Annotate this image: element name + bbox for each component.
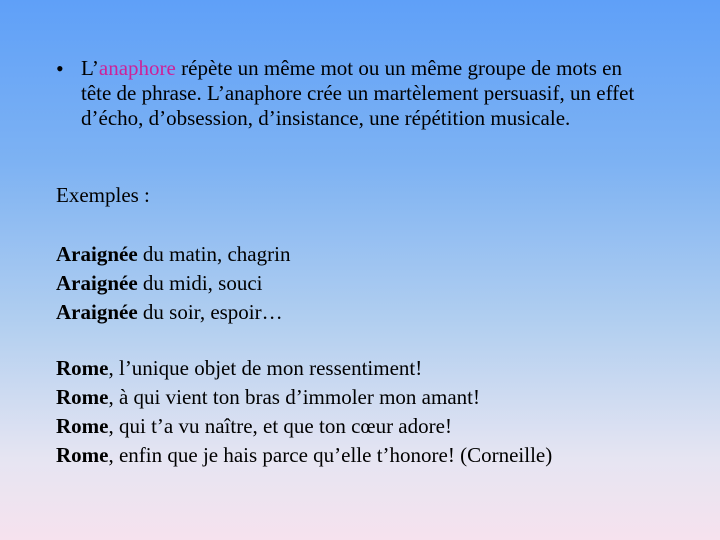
example-line: [56, 298, 290, 327]
example-line: [56, 441, 552, 470]
example-line-rest: , enfin que je hais parce qu’elle t’honore! (Corneille): [108, 443, 553, 467]
example-line: [56, 269, 290, 298]
example-line-rest: du midi, souci: [137, 271, 263, 295]
example-line-bold: Araignée: [56, 300, 138, 324]
example-group-araignee: [56, 240, 290, 327]
example-line-rest: , à qui vient ton bras d’immoler mon amant!: [108, 385, 480, 409]
example-line-rest: , l’unique objet de mon ressentiment!: [108, 356, 423, 380]
example-line: [56, 412, 552, 441]
highlight-term: anaphore: [98, 56, 176, 80]
definition-rest: répète un même mot ou un même groupe de mots en tête de phrase. L’anaphore crée un martèlement persuasif, un effet d’écho, d’obsession, d’insistance, une répétition musicale.: [81, 56, 635, 130]
example-line-bold: Rome: [56, 443, 109, 467]
definition-prefix: L’: [81, 56, 99, 80]
example-group-rome: [56, 354, 552, 470]
example-line-rest: , qui t’a vu naître, et que ton cœur adore!: [108, 414, 452, 438]
example-line: [56, 240, 290, 269]
definition-text: [81, 56, 656, 131]
example-line-rest: du soir, espoir…: [137, 300, 283, 324]
example-line-bold: Araignée: [56, 242, 138, 266]
examples-label: Exemples :: [56, 183, 150, 207]
example-line-bold: Araignée: [56, 271, 138, 295]
example-line-bold: Rome: [56, 414, 109, 438]
example-line-rest: du matin, chagrin: [137, 242, 291, 266]
definition-bullet: [56, 56, 656, 131]
example-line-bold: Rome: [56, 356, 109, 380]
example-line-bold: Rome: [56, 385, 109, 409]
example-line: [56, 354, 552, 383]
bullet-icon: •: [56, 56, 64, 81]
example-line: [56, 383, 552, 412]
